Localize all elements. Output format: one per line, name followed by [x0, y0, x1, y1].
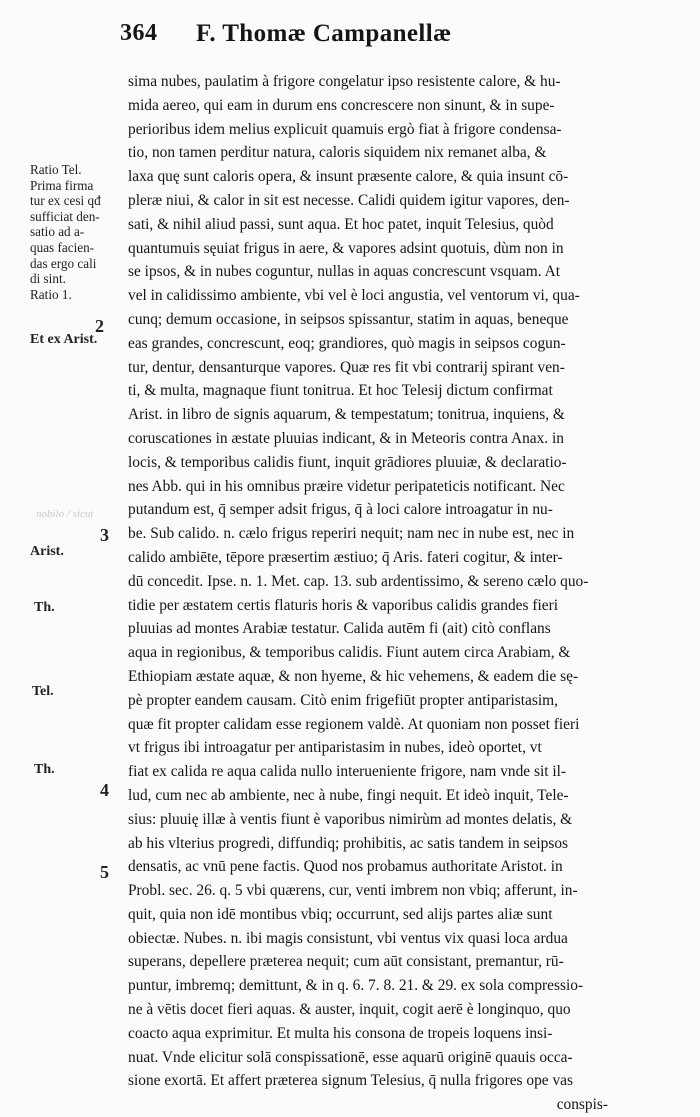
margin-number-4: 4 [100, 780, 109, 800]
text-line: puntur, imbremq; demittunt, & in q. 6. 7. 8. 21. & 29. ex sola compressio- [128, 977, 584, 995]
margin-number-2: 2 [95, 316, 104, 336]
text-line: sati, & nihil aliud passi, sunt aqua. Et hoc patet, inquit Telesius, quòd [128, 215, 554, 233]
text-line: tidie per æstatem certis flaturis horis & vaporibus calidis grandes fieri [128, 596, 558, 614]
text-line: mida aereo, qui eam in durum ens concrescere non sinunt, & in supe- [128, 96, 555, 114]
text-line: Ethiopiam æstate aquæ, & non hyeme, & hic vehemens, & eadem die sę- [128, 667, 579, 685]
text-line: ti, & multa, magnaque fiunt tonitrua. Et hoc Telesij dictum confirmat [128, 382, 553, 400]
text-line: tio, non tamen perditur natura, caloris siquidem nix remanet alba, & [128, 144, 547, 162]
text-line: se ipsos, & in nubes coguntur, nullas in aquas concrescunt vsquam. At [128, 263, 560, 281]
catchword: conspis- [556, 1096, 608, 1114]
page-number: 364 [120, 20, 158, 46]
text-line: be. Sub calido. n. cælo frigus reperiri nequit; nam nec in nube est, nec in [128, 525, 575, 543]
text-line: obiectæ. Nubes. n. ibi magis consistunt, vbi ventus vix quasi loca ardua [128, 929, 568, 947]
text-line: ab his vlterius progredi, diffundiq; prohibitis, ac satis tandem in seipsos [128, 834, 569, 852]
margin-note-line: sufficiat den- [30, 208, 100, 224]
text-line: sius: pluuię illæ à ventis fiunt è vaporibus nimirùm ad montes delatis, & [128, 810, 573, 828]
text-line: cunq; demum occasione, in seipsos spissantur, statim in aquas, beneque [128, 310, 569, 328]
text-line: eas grandes, concrescunt, eoq; grandiores, quò magis in seipsos cogun- [128, 334, 566, 352]
text-line: laxa quę sunt caloris opera, & insunt præsente calore, & quia insunt cō- [128, 168, 569, 186]
text-line: Arist. in libro de signis aquarum, & tempestatum; tonitrua, inquiens, & [128, 406, 565, 424]
text-line: quæ fit propter calidam esse regionem valdè. At quoniam non posset fieri [128, 715, 580, 733]
text-line: coruscationes in æstate pluuias indicant, & in Meteoris contra Anax. in [128, 429, 564, 447]
text-line: sima nubes, paulatim à frigore congelatur ipso resistente calore, & hu- [128, 73, 561, 90]
text-line: nes Abb. qui in his omnibus præire videtur peripateticis notificant. Nec [128, 477, 565, 495]
text-line: perioribus idem melius explicuit quamuis ergò fiat à frigore condensa- [128, 120, 562, 138]
text-line: nuat. Vnde elicitur solā conspissationē, esse aquarū originē quauis occa- [128, 1048, 573, 1066]
text-line: quit, quia non idē montibus vbiq; occurrunt, sed alijs partes aliæ sunt [128, 905, 553, 923]
margin-note-line: quas facien- [30, 239, 95, 255]
text-line: superans, depellere præterea nequit; cum aūt consistant, premantur, rū- [128, 953, 564, 971]
text-line: pleræ niui, & calor in sit est necesse. Calidi quidem igitur vapores, den- [128, 191, 570, 209]
text-line: lud, cum nec ab ambiente, nec à nube, fingi nequit. Et ideò inquit, Tele- [128, 786, 569, 804]
text-line: aqua in regionibus, & temporibus calidis. Fiunt autem circa Arabiam, & [128, 644, 571, 662]
margin-note-line: tur ex cesi qđ [30, 193, 101, 209]
text-line: calido ambiēte, tēpore præsertim æstiuo; q̄ Aris. fateri cogitur, & inter- [128, 548, 563, 566]
text-line: dū concedit. Ipse. n. 1. Met. cap. 13. sub ardentissimo, & sereno cælo quo- [128, 572, 589, 590]
faded-margin-mark: nobilo / sicut [36, 508, 94, 520]
margin-note-line: satio ad a- [30, 224, 85, 240]
text-line: locis, & temporibus calidis fiunt, inquit grādiores pluuiæ, & declaratio- [128, 453, 567, 471]
margin-note-line: Ratio Tel. [30, 162, 82, 177]
page-header [0, 20, 700, 60]
margin-note-et-ex-arist: Et ex Arist. [30, 332, 98, 347]
margin-note-line: Ratio 1. [30, 286, 72, 302]
margin-note-line: Prima firma [30, 177, 94, 193]
running-head: F. Thomæ Campanellæ [196, 20, 452, 47]
margin-number-3: 3 [100, 525, 109, 545]
text-line: ne à vētis docet fieri aquas. & auster, inquit, cogit aerē è longinquo, quo [128, 1001, 571, 1019]
margin-note-th-2: Th. [34, 762, 55, 777]
text-line: densatis, ac vnū pene factis. Quod nos probamus authoritate Aristot. in [128, 858, 563, 876]
text-line: tur, dentur, densanturque vapores. Quæ res fit vbi contrarij spirant ven- [128, 358, 565, 376]
text-line: coacto aqua exprimitur. Et multa his consona de tropeis loquens insi- [128, 1024, 553, 1042]
margin-note-line: di sint. [30, 271, 66, 287]
text-line: vel in calidissimo ambiente, vbi vel è loci angustia, vel ventorum vi, qua- [128, 287, 580, 305]
text-line: Probl. sec. 26. q. 5 vbi quærens, cur, venti imbrem non vbiq; afferunt, in- [128, 882, 578, 900]
text-line: vt frigus ibi introagatur per antiparistasim in nubes, ideò oportet, vt [128, 739, 542, 757]
margin-note-th-1: Th. [34, 600, 55, 615]
margin-note-line: das ergo cali [30, 255, 97, 271]
body-text [128, 70, 678, 1117]
margin-number-5: 5 [100, 862, 109, 882]
text-line: pè propter eandem causam. Citò enim frigefiūt propter antiparistasim, [128, 691, 558, 709]
margin-note-tel: Tel. [32, 684, 54, 699]
margin-note-ratio [30, 162, 128, 302]
text-line: pluuias ad montes Arabiæ testatur. Calida autēm fi (ait) citò conflans [128, 620, 551, 638]
text-line: fiat ex calida re aqua calida nullo interueniente frigore, nam vnde sit il- [128, 763, 567, 781]
text-line: quantumuis sęuiat frigus in aere, & vapores adsint quotuis, dùm non in [128, 239, 564, 257]
margin-note-arist: Arist. [30, 544, 64, 559]
text-line: sione exortā. Et affert præterea signum Telesius, q̄ nulla frigores ope vas [128, 1072, 573, 1090]
text-line: putandum est, q̄ semper adsit frigus, q̄ à loci calore introagatur in nu- [128, 501, 553, 519]
